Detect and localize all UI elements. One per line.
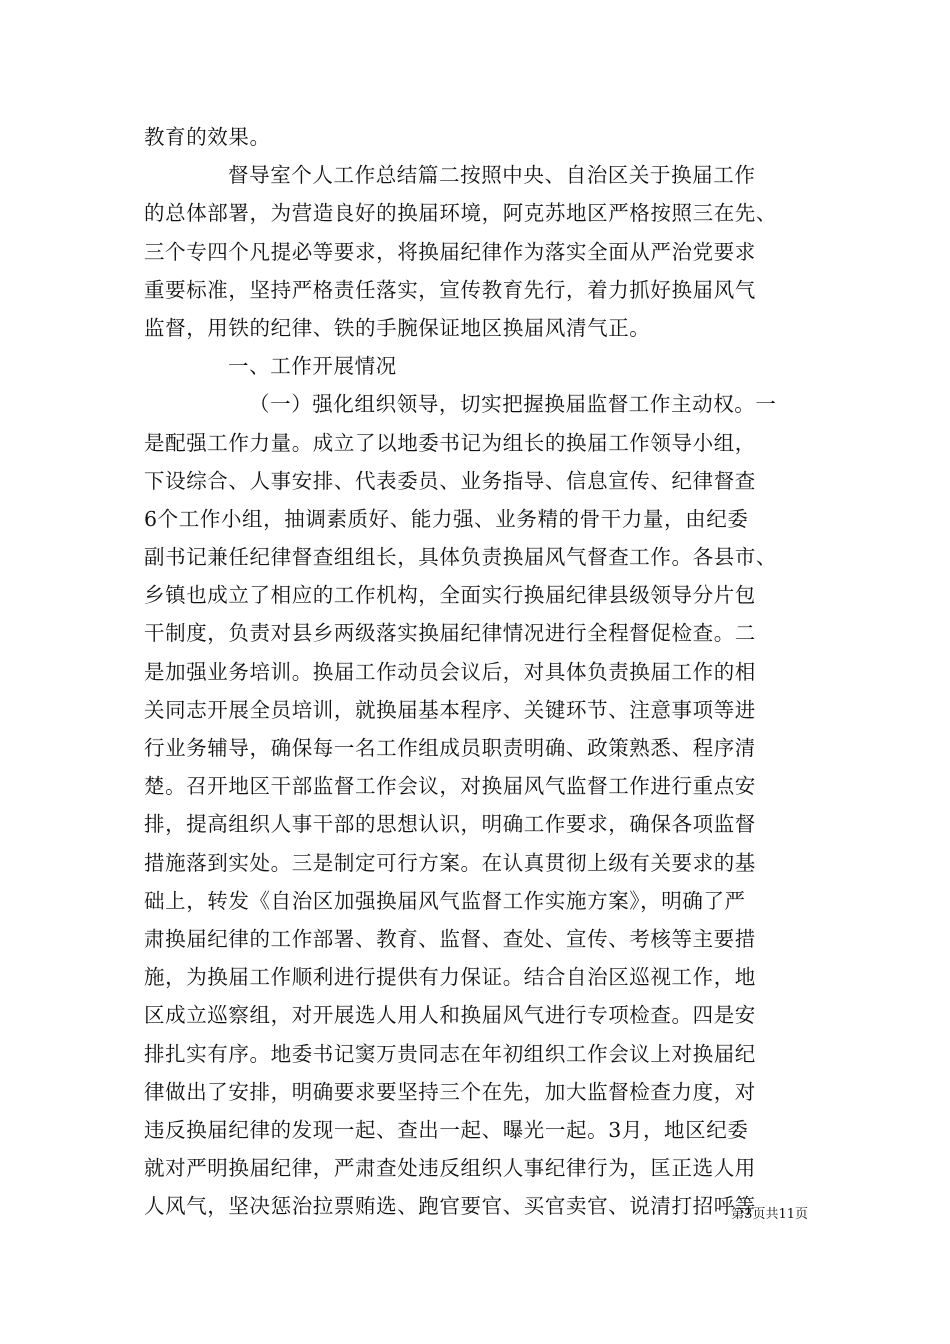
text-line: 人风气，坚决惩治拉票贿选、跑官要官、买官卖官、说清打招呼等 (144, 1194, 756, 1219)
text-line: 行业务辅导，确保每一名工作组成员职责明确、政策熟悉、程序清 (144, 736, 756, 760)
text-line: 施，为换届工作顺利进行提供有力保证。结合自治区巡视工作，地 (144, 965, 756, 990)
text-line: 的总体部署，为营造良好的换届环境，阿克苏地区严格按照三在先、 (144, 201, 777, 226)
text-line: 础上，转发《自治区加强换届风气监督工作实施方案》，明确了严 (144, 888, 746, 913)
text-line: 重要标准，坚持严格责任落实，宣传教育先行，着力抓好换届风气 (144, 277, 756, 302)
text-line: 是加强业务培训。换届工作动员会议后，对具体负责换届工作的相 (144, 659, 756, 684)
text-line: 排，提高组织人事干部的思想认识，明确工作要求，确保各项监督 (144, 812, 756, 837)
text-line: 措施落到实处。三是制定可行方案。在认真贯彻上级有关要求的基 (144, 850, 756, 875)
text-line: 6个工作小组，抽调素质好、能力强、业务精的骨干力量，由纪委 (144, 506, 749, 531)
text-line: 肃换届纪律的工作部署、教育、监督、查处、宣传、考核等主要措 (144, 926, 756, 951)
text-line: 三个专四个凡提必等要求，将换届纪律作为落实全面从严治党要求 (144, 239, 756, 264)
section-heading: 一、工作开展情况 (228, 354, 397, 379)
text-line: 律做出了安排，明确要求要坚持三个在先，加大监督检查力度，对 (144, 1079, 756, 1104)
text-line: 违反换届纪律的发现一起、查出一起、曝光一起。3月，地区纪委 (144, 1117, 749, 1142)
text-line: 关同志开展全员培训，就换届基本程序、关键环节、注意事项等进 (144, 697, 756, 722)
text-line: 区成立巡察组，对开展选人用人和换届风气进行专项检查。四是安 (144, 1003, 756, 1028)
text-line: 就对严明换届纪律，严肃查处违反组织人事纪律行为，匡正选人用 (144, 1156, 756, 1181)
text-line: 乡镇也成立了相应的工作机构，全面实行换届纪律县级领导分片包 (144, 583, 756, 608)
subsection-heading: （一）强化组织领导，切实把握换届监督工作主动权。一 (249, 392, 777, 417)
text-line: 楚。召开地区干部监督工作会议，对换届风气监督工作进行重点安 (144, 774, 756, 799)
text-line: 督导室个人工作总结篇二按照中央、自治区关于换届工作 (228, 163, 756, 188)
text-line: 排扎实有序。地委书记窦万贵同志在年初组织工作会议上对换届纪 (144, 1041, 756, 1066)
text-line: 监督，用铁的纪律、铁的手腕保证地区换届风清气正。 (144, 315, 651, 340)
page-footer (0, 1203, 950, 1222)
text-line: 教育的效果。 (144, 125, 271, 149)
page-number-label: 第3页共11页 (731, 1207, 808, 1222)
text-line: 副书记兼任纪律督查组组长，具体负责换届风气督查工作。各县市、 (144, 545, 777, 570)
text-line: 是配强工作力量。成立了以地委书记为组长的换届工作领导小组， (144, 430, 756, 455)
text-line: 下设综合、人事安排、代表委员、业务指导、信息宣传、纪律督查 (144, 468, 756, 493)
document-body (144, 118, 814, 1225)
text-line: 干制度，负责对县乡两级落实换届纪律情况进行全程督促检查。二 (144, 621, 756, 646)
